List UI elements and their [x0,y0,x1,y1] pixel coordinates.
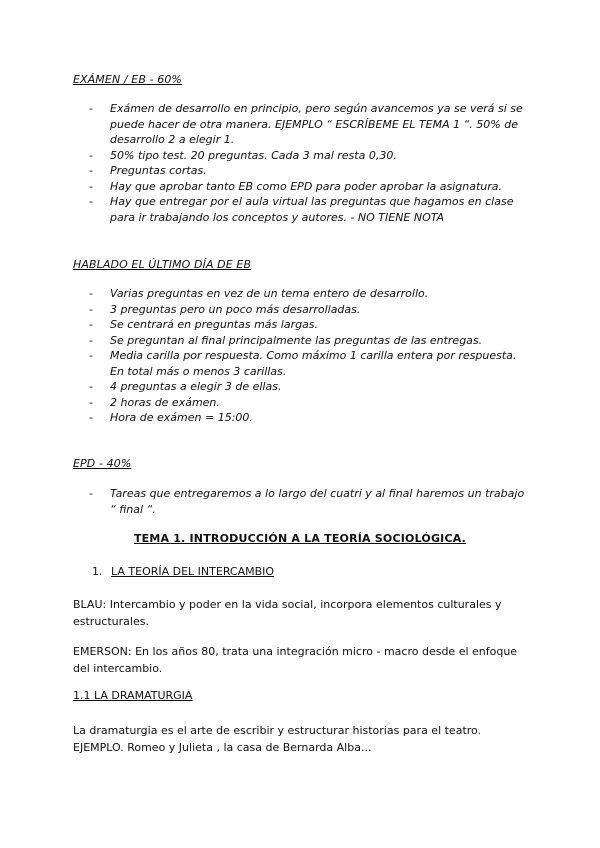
section-title-hablado: HABLADO EL ÚLTIMO DÍA DE EB [73,258,252,271]
list-item: - Hay que aprobar tanto EB como EPD para poder aprobar la asignatura. [88,179,528,195]
list-item: - Se centrará en preguntas más largas. [88,317,528,333]
list-item: - 4 preguntas a elegir 3 de ellas. [88,379,528,395]
tema-title: TEMA 1. INTRODUCCIÓN A LA TEORÍA SOCIOLÓGICA. [133,532,467,545]
dramaturgia-example-line: EJEMPLO. Romeo y Julieta , la casa de Bernarda Alba... [73,741,372,754]
list-item: - Hora de exámen = 15:00. [88,410,528,426]
list-item: - 50% tipo test. 20 preguntas. Cada 3 mal resta 0,30. [88,148,528,164]
numbered-heading-text: LA TEORÍA DEL INTERCAMBIO [111,565,275,578]
examen-list [88,101,528,225]
numbered-heading [92,565,274,578]
epd-list [88,486,528,517]
list-item: - Varias preguntas en vez de un tema entero de desarrollo. [88,286,528,302]
list-item: - 3 preguntas pero un poco más desarrolladas. [88,302,528,318]
list-item: - Exámen de desarrollo en principio, pero según avancemos ya se verá si se puede hacer de otra manera. EJEMPLO “ ESCRÍBEME EL TEMA 1 “. 50% de desarrollo 2 a elegir 1. [88,101,528,148]
hablado-list [88,286,528,426]
section-title-epd: EPD - 40% [73,457,132,470]
emerson-paragraph: EMERSON: En los años 80, trata una integración micro - macro desde el enfoque del intercambio. [73,645,518,675]
list-item: - 2 horas de exámen. [88,395,528,411]
subheading-dramaturgia: 1.1 LA DRAMATURGIA [73,689,193,702]
list-item: - Media carilla por respuesta. Como máximo 1 carilla entera por respuesta. En total más o menos 3 carillas. [88,348,528,379]
numbered-heading-number: 1. [92,565,103,578]
dramaturgia-line: La dramaturgia es el arte de escribir y estructurar historias para el teatro. [73,724,482,737]
section-title-examen: EXÁMEN / EB - 60% [73,73,182,86]
list-item: - Preguntas cortas. [88,163,528,179]
list-item: - Tareas que entregaremos a lo largo del cuatri y al final haremos un trabajo “ final “. [88,486,528,517]
list-item: - Se preguntan al final principalmente las preguntas de las entregas. [88,333,528,349]
blau-paragraph: BLAU: Intercambio y poder en la vida social, incorpora elementos culturales y estructurales. [73,598,502,628]
dramaturgia-paragraph [73,722,533,756]
list-item: - Hay que entregar por el aula virtual las preguntas que hagamos en clase para ir trabajando los conceptos y autores. - NO TIENE NOTA [88,194,528,225]
